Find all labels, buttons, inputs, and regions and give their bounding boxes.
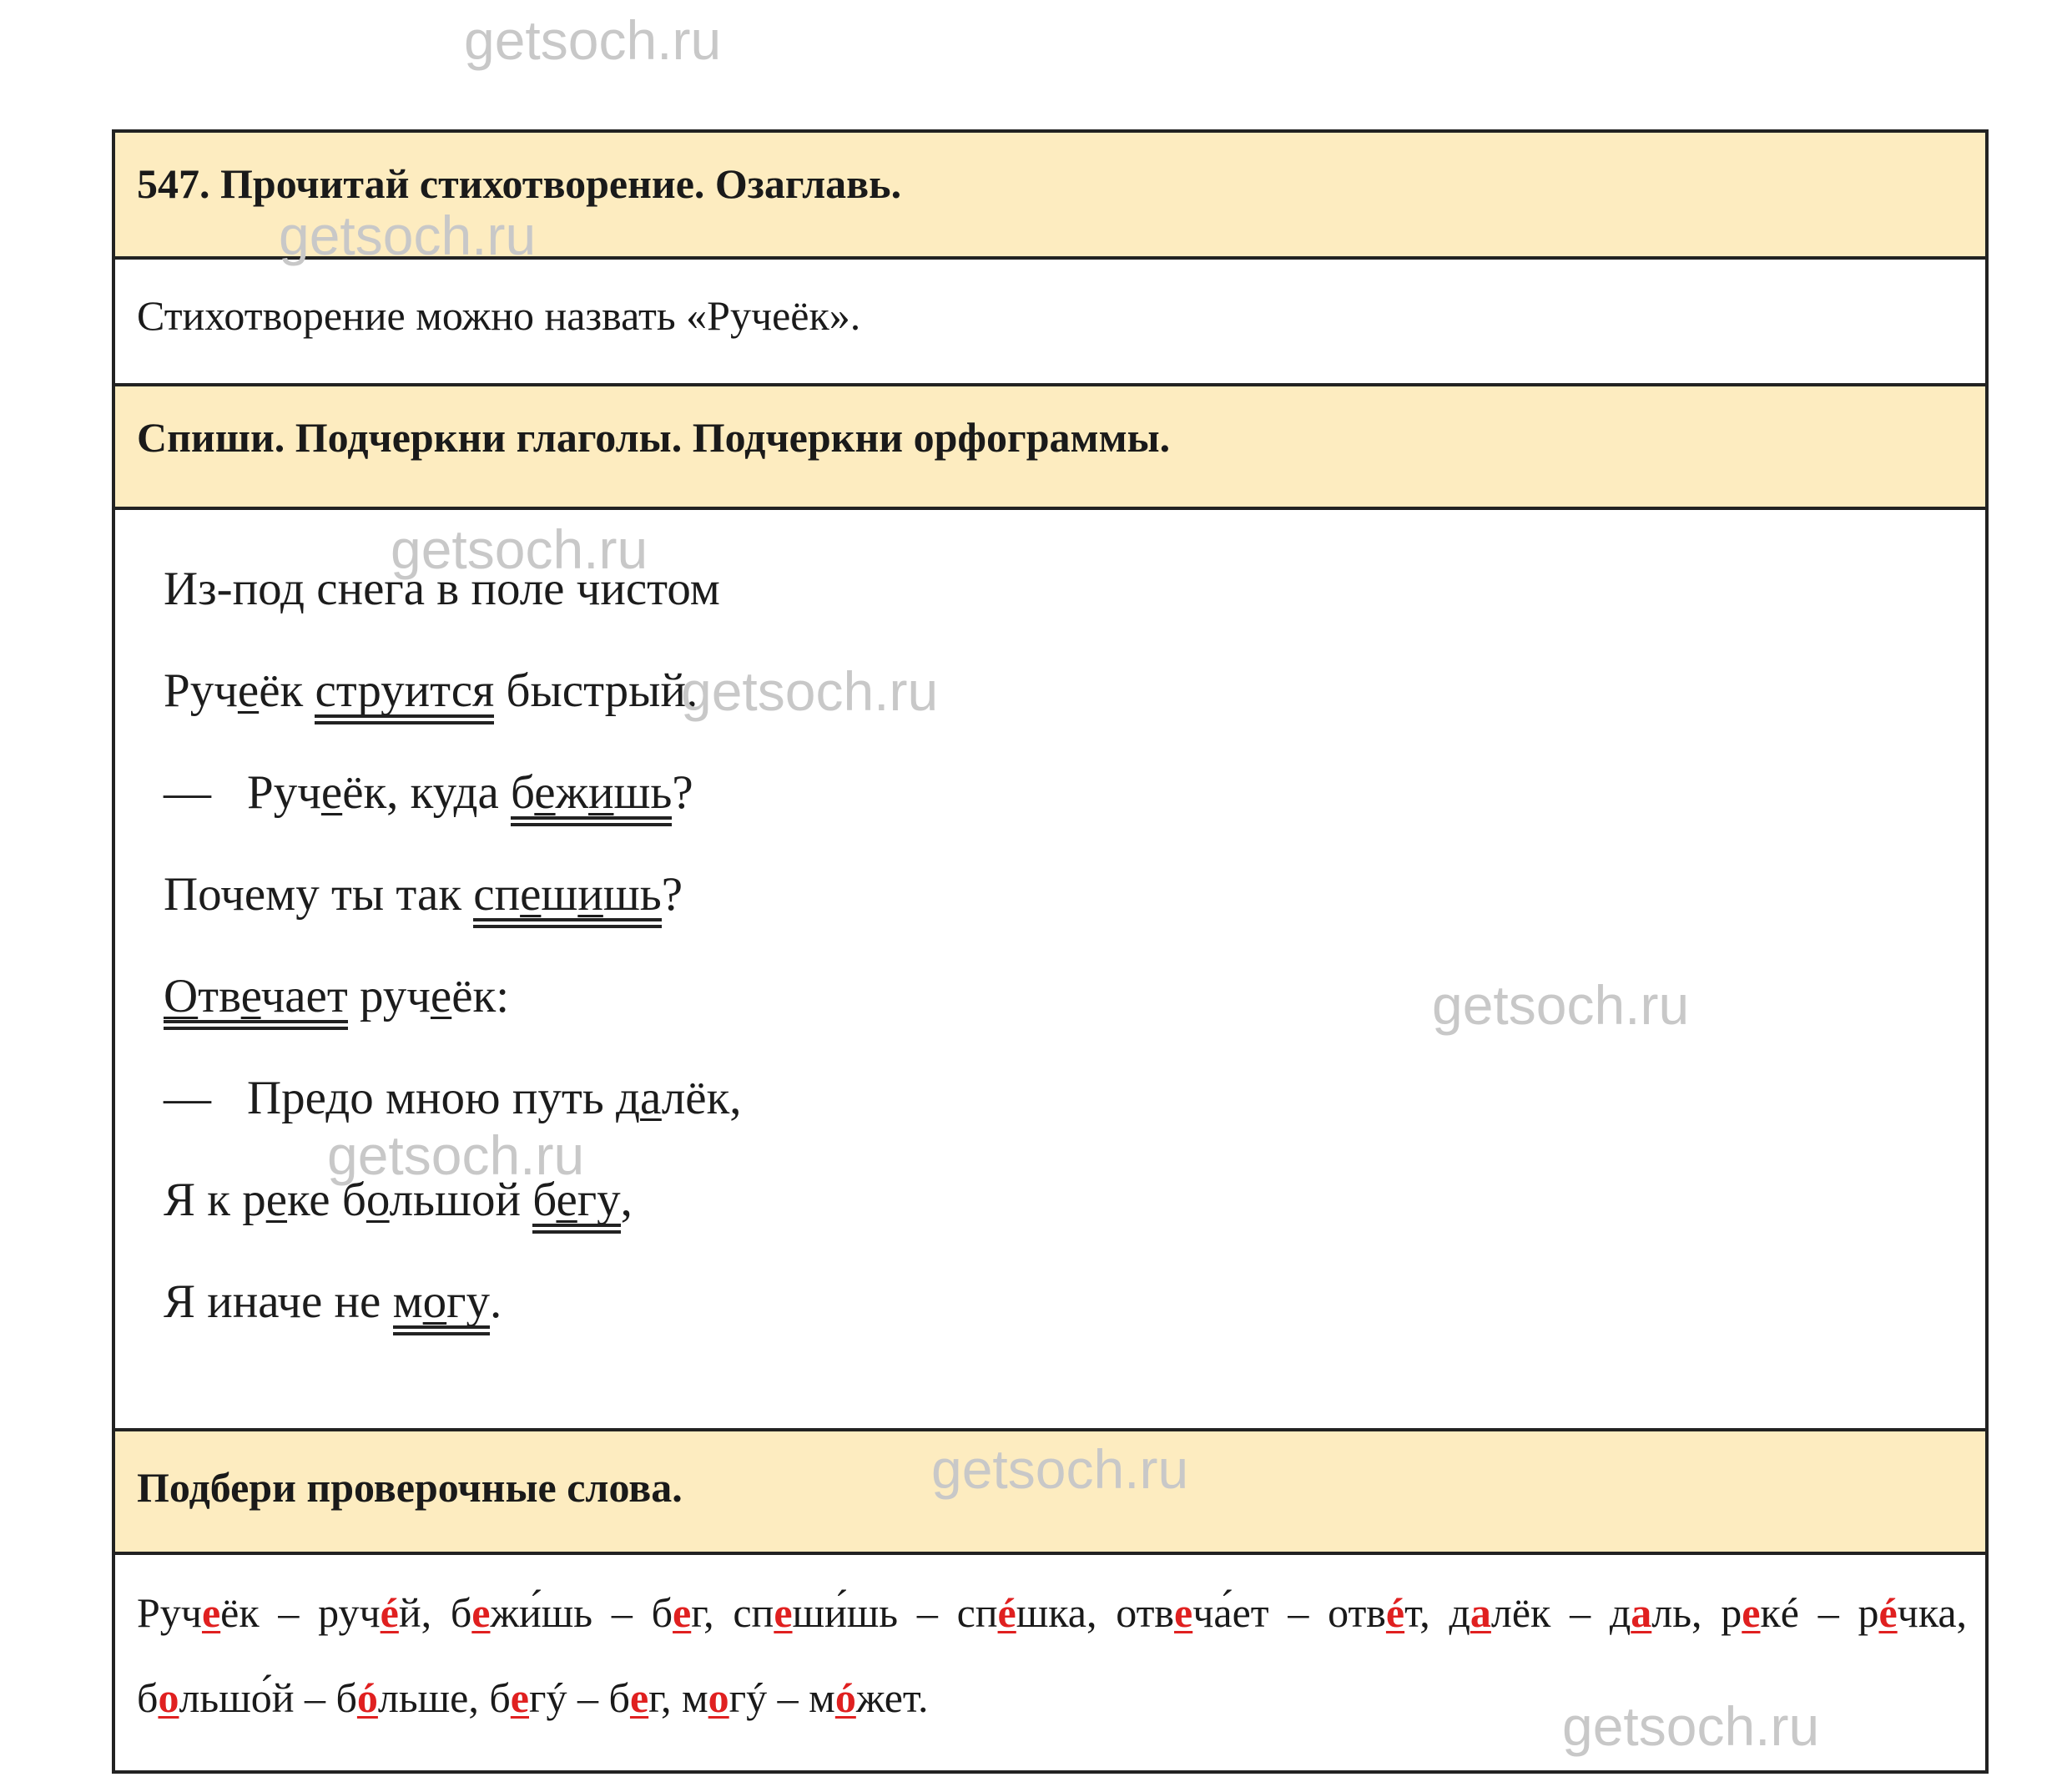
task-header-row	[115, 133, 1985, 256]
answer-row	[115, 256, 1985, 383]
poem-line-8: Я иначе не могу.	[164, 1275, 502, 1328]
watermark: getsoch.ru	[931, 1438, 1189, 1500]
highlighted-letter: о	[708, 1674, 729, 1721]
poem-line-1: Из-под снега в поле чистом	[164, 563, 720, 615]
answer-text-segment: г, сп	[691, 1589, 774, 1636]
answer-text-segment: ча́ет – отв	[1192, 1589, 1386, 1636]
poem-line-7: Я к реке большой бегу,	[164, 1174, 633, 1226]
verb-underline: могу	[392, 1275, 491, 1328]
orthogram: е	[320, 766, 343, 819]
verb-underline: бегу	[532, 1174, 621, 1226]
answer-text-segment: жи́шь – б	[490, 1589, 673, 1636]
answer-text-segment: т, д	[1404, 1589, 1470, 1636]
answer-text-segment: гý – б	[529, 1674, 630, 1721]
highlighted-letter: о	[158, 1674, 179, 1721]
watermark: getsoch.ru	[1562, 1695, 1820, 1757]
watermark: getsoch.ru	[279, 204, 537, 266]
orthogram: е	[520, 868, 542, 921]
watermark: getsoch.ru	[327, 1124, 585, 1186]
highlighted-letter: е	[1742, 1589, 1761, 1636]
orthogram: о	[422, 1275, 447, 1328]
instruction-row	[115, 383, 1985, 507]
verb-underline: Отвечает	[164, 970, 348, 1022]
answer-text-segment: чка, б	[137, 1589, 1968, 1721]
highlighted-letter: е	[1174, 1589, 1193, 1636]
poem-line-2: Ручеёк струится быстрый.	[164, 664, 698, 717]
check-words-header-row	[115, 1428, 1985, 1552]
orthogram: е	[534, 766, 556, 819]
watermark: getsoch.ru	[1432, 974, 1690, 1036]
orthogram: и	[577, 868, 603, 921]
orthogram: е	[237, 664, 260, 717]
answer-text-segment: ль, р	[1651, 1589, 1742, 1636]
poem-line-3: — Ручеёк, куда бежишь?	[164, 766, 693, 819]
answer-text-segment: льшо́й – б	[179, 1674, 357, 1721]
highlighted-letter: е	[673, 1589, 692, 1636]
watermark: getsoch.ru	[681, 660, 939, 722]
watermark: getsoch.ru	[464, 9, 722, 71]
poem-line-5: Отвечает ручеёк:	[164, 970, 510, 1022]
highlighted-letter: е	[510, 1674, 529, 1721]
highlighted-letter: а	[1470, 1589, 1491, 1636]
verb-underline: спешишь	[473, 868, 662, 921]
answer-text-segment: Руч	[137, 1589, 202, 1636]
watermark: getsoch.ru	[391, 518, 648, 580]
orthogram: и	[587, 766, 614, 819]
highlighted-letter: е	[471, 1589, 491, 1636]
orthogram: О	[164, 970, 199, 1022]
highlighted-letter: е	[774, 1589, 793, 1636]
orthogram: е	[556, 1174, 577, 1226]
highlighted-letter: é	[380, 1589, 399, 1636]
orthogram: е	[240, 970, 261, 1022]
dialogue-dash: —	[164, 766, 211, 819]
task-table	[112, 129, 1989, 1774]
answer-text-segment: кé – р	[1760, 1589, 1879, 1636]
check-words-title: Подбери проверочные слова.	[137, 1464, 683, 1511]
poem-line-6: — Предо мною путь далёк,	[164, 1072, 742, 1124]
answer-text-segment: жет.	[855, 1674, 929, 1721]
poem-line-4: Почему ты так спешишь?	[164, 868, 683, 921]
check-words-answer-row	[115, 1552, 1985, 1770]
highlighted-letter: é	[1878, 1589, 1898, 1636]
orthogram: а	[640, 1072, 662, 1124]
highlighted-letter: é	[1385, 1589, 1405, 1636]
task-title: 547. Прочитай стихотворение. Озаглавь.	[137, 160, 902, 207]
verb-underline: струится	[315, 664, 495, 717]
orthogram: о	[365, 1174, 390, 1226]
answer-text-segment: льше, б	[377, 1674, 511, 1721]
highlighted-letter: е	[629, 1674, 649, 1721]
answer-text-segment: ёк – руч	[220, 1589, 381, 1636]
answer-text-segment: гý – м	[728, 1674, 835, 1721]
check-words-text	[137, 1570, 1967, 1740]
orthogram: е	[265, 1174, 288, 1226]
highlighted-letter: é	[997, 1589, 1016, 1636]
verb-underline: бежишь	[511, 766, 673, 819]
orthogram: е	[430, 970, 452, 1022]
dialogue-dash: —	[164, 1072, 211, 1124]
highlighted-letter: ó	[356, 1674, 378, 1721]
highlighted-letter: а	[1631, 1589, 1652, 1636]
poem-row	[115, 507, 1985, 1428]
highlighted-letter: е	[201, 1589, 221, 1636]
answer-text-segment: шка, отв	[1016, 1589, 1175, 1636]
title-answer: Стихотворение можно назвать «Ручеёк».	[137, 292, 861, 339]
answer-text-segment: г, м	[648, 1674, 708, 1721]
highlighted-letter: ó	[834, 1674, 856, 1721]
answer-text-segment: лёк – д	[1490, 1589, 1631, 1636]
instruction-text: Спиши. Подчеркни глаголы. Подчеркни орфограммы.	[137, 414, 1171, 461]
answer-text-segment: ши́шь – сп	[792, 1589, 998, 1636]
answer-text-segment: й, б	[398, 1589, 472, 1636]
